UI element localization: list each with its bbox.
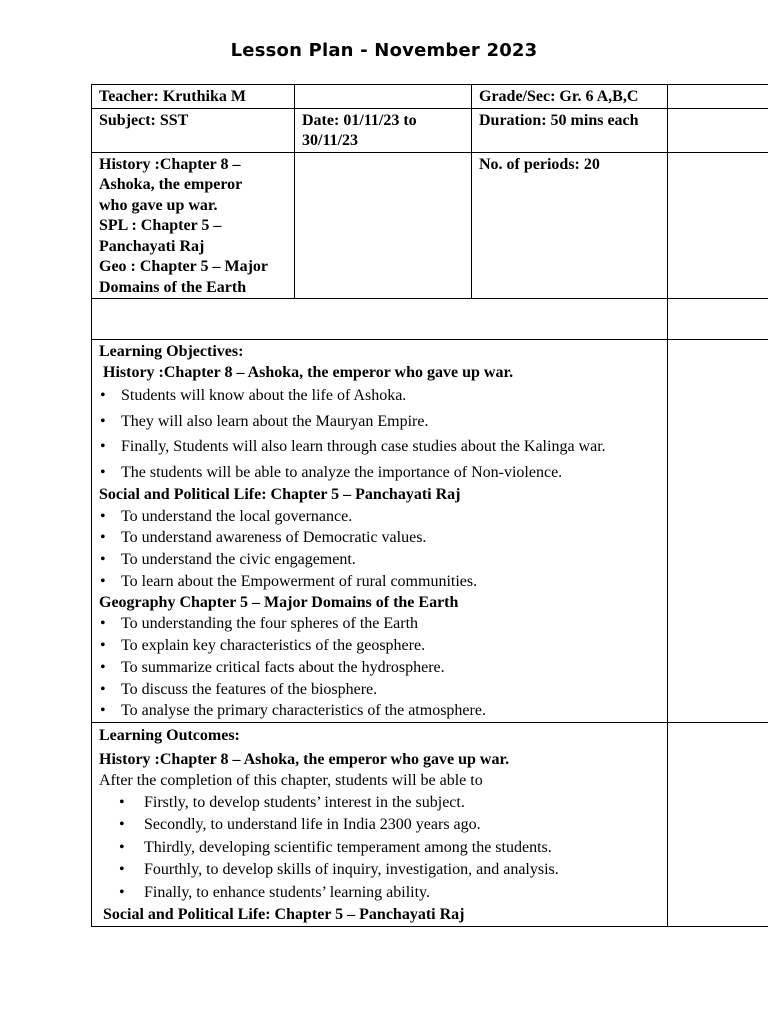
list-item: • To understand the local governance. xyxy=(99,506,660,528)
subject-cell xyxy=(92,108,295,152)
list-item: • To explain key characteristics of the geosphere. xyxy=(99,635,660,657)
teacher-label: Teacher: Kruthika M xyxy=(99,88,246,105)
geo-heading: Geography Chapter 5 – Major Domains of the Earth xyxy=(99,593,459,611)
table-row xyxy=(92,85,768,109)
spl-objectives-list xyxy=(99,506,660,593)
table-row xyxy=(92,299,768,340)
list-item: • To understand awareness of Democratic values. xyxy=(99,527,660,549)
list-item: • To discuss the features of the biosphere. xyxy=(99,679,660,701)
geo-objectives-list xyxy=(99,613,660,722)
history-outcomes-list xyxy=(99,792,660,905)
duration-cell xyxy=(472,108,668,152)
history-heading: History :Chapter 8 – Ashoka, the emperor who gave up war. xyxy=(99,750,510,768)
date-cell xyxy=(295,108,472,152)
empty-cell xyxy=(668,108,768,152)
list-item: • Firstly, to develop students’ interest in the subject. xyxy=(99,792,660,815)
list-item: • The students will be able to analyze the importance of Non-violence. xyxy=(99,460,660,486)
periods-cell xyxy=(472,152,668,299)
empty-cell xyxy=(92,299,668,340)
chapter-line: SPL : Chapter 5 – xyxy=(99,217,222,234)
list-item: • Fourthly, to develop skills of inquiry, investigation, and analysis. xyxy=(99,859,660,882)
table-row xyxy=(92,108,768,152)
list-item: • Students will know about the life of Ashoka. xyxy=(99,383,660,409)
empty-cell xyxy=(668,152,768,299)
list-item: • To understanding the four spheres of the Earth xyxy=(99,613,660,635)
section-heading: Learning Outcomes: xyxy=(99,727,240,745)
date-line: 30/11/23 xyxy=(302,132,359,149)
duration-label: Duration: 50 mins each xyxy=(479,111,639,129)
table-row xyxy=(92,723,768,927)
list-item: • To analyse the primary characteristics of the atmosphere. xyxy=(99,700,660,722)
list-item: • Secondly, to understand life in India 2300 years ago. xyxy=(99,814,660,837)
chapter-line: Domains of the Earth xyxy=(99,278,247,296)
empty-cell xyxy=(668,723,768,927)
spl-heading: Social and Political Life: Chapter 5 – Panchayati Raj xyxy=(103,906,465,924)
chapter-line: who gave up war. xyxy=(99,196,218,214)
history-objectives-list xyxy=(99,383,660,485)
chapter-line: History :Chapter 8 – xyxy=(99,155,241,173)
date-line: Date: 01/11/23 to xyxy=(302,111,417,129)
chapter-line: Panchayati Raj xyxy=(99,237,205,255)
empty-cell xyxy=(668,85,768,109)
list-item: • Finally, Students will also learn through case studies about the Kalinga war. xyxy=(99,434,660,460)
empty-cell xyxy=(295,85,472,109)
teacher-cell xyxy=(92,85,295,109)
list-item: • Finally, to enhance students’ learning ability. xyxy=(99,882,660,905)
outcomes-intro: After the completion of this chapter, students will be able to xyxy=(99,772,483,790)
list-item: • Thirdly, developing scientific temperament among the students. xyxy=(99,837,660,860)
empty-cell xyxy=(668,340,768,723)
chapter-line: Ashoka, the emperor xyxy=(99,176,243,193)
lesson-plan-table xyxy=(91,84,768,927)
list-item: • To summarize critical facts about the hydrosphere. xyxy=(99,657,660,679)
list-item: • To understand the civic engagement. xyxy=(99,549,660,571)
chapter-line: Geo : Chapter 5 – Major xyxy=(99,258,268,275)
list-item: • They will also learn about the Mauryan Empire. xyxy=(99,409,660,435)
table-row xyxy=(92,152,768,299)
subject-label: Subject: SST xyxy=(99,111,189,129)
chapters-cell xyxy=(92,152,295,299)
list-item: • To learn about the Empowerment of rural communities. xyxy=(99,571,660,593)
spl-heading: Social and Political Life: Chapter 5 – Panchayati Raj xyxy=(99,486,461,503)
empty-cell xyxy=(668,299,768,340)
learning-outcomes-cell xyxy=(92,723,668,927)
grade-cell xyxy=(472,85,668,109)
section-heading: Learning Objectives: xyxy=(99,343,244,360)
grade-label: Grade/Sec: Gr. 6 A,B,C xyxy=(479,88,639,105)
history-heading: History :Chapter 8 – Ashoka, the emperor who gave up war. xyxy=(103,363,514,381)
periods-label: No. of periods: 20 xyxy=(479,155,600,173)
table-row xyxy=(92,340,768,723)
empty-cell xyxy=(295,152,472,299)
page-title: Lesson Plan - November 2023 xyxy=(230,40,538,61)
learning-objectives-cell xyxy=(92,340,668,723)
